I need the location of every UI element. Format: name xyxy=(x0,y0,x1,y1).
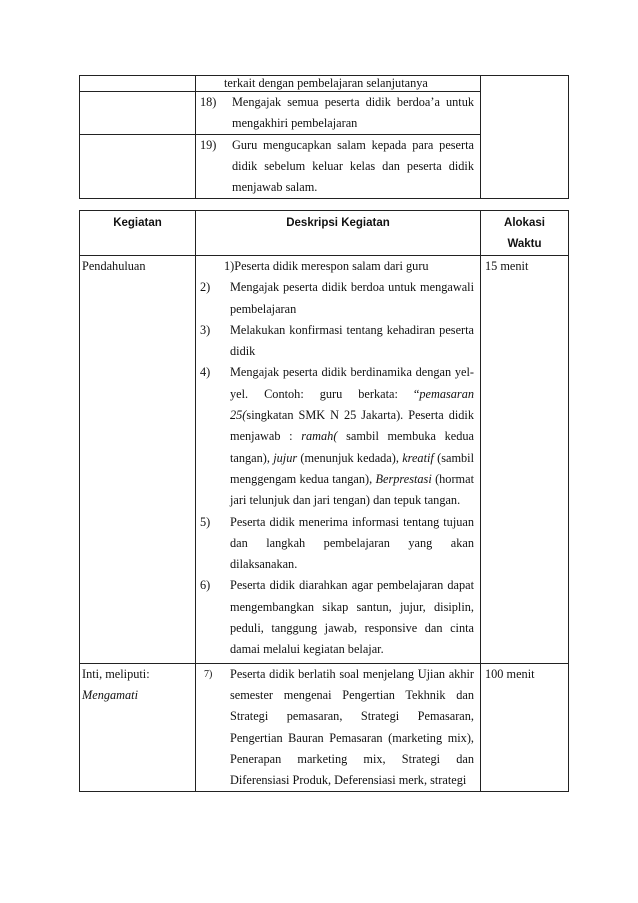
list-item xyxy=(196,362,480,511)
list-item xyxy=(196,664,480,792)
alokasi-waktu: 100 menit xyxy=(481,663,569,792)
list-item-text: terkait dengan pembelajaran selanjutanya xyxy=(224,76,428,90)
list-item-text: Guru mengucapkan salam kepada para peserta didik sebelum keluar kelas dan peserta didik menjawab salam. xyxy=(232,138,474,194)
list-item xyxy=(196,575,480,660)
description-cell xyxy=(196,76,481,92)
list-item-number: 5) xyxy=(200,514,211,529)
list-item-number: 1) xyxy=(224,259,235,273)
list-item-number: 18) xyxy=(200,95,217,109)
list-item xyxy=(196,76,480,90)
kegiatan-label: Pendahuluan xyxy=(80,256,196,664)
table-row-inti xyxy=(80,663,569,792)
empty-cell xyxy=(481,76,569,199)
list-item xyxy=(196,320,480,363)
list-item-text: Mengajak peserta didik berdinamika dengan yel-yel. Contoh: guru berkata: “pemasaran 25(singkatan SMK N 25 Jakarta). Peserta didik menjawab : ramah( sambil membuka kedua tangan), jujur (menunjuk kedada), kreatif (sambil menggengam kedua tangan), Berprestasi (hormat jari telunjuk dan jari tengan) dan tepuk tangan. xyxy=(230,365,474,508)
list-item xyxy=(196,92,480,134)
description-cell xyxy=(196,256,481,664)
header-deskripsi: Deskripsi Kegiatan xyxy=(196,211,481,256)
list-item xyxy=(196,135,480,198)
list-item xyxy=(196,512,480,576)
list-item-text: Peserta didik diarahkan agar pembelajaran dapat mengembangkan sikap santun, jujur, disiplin, peduli, tanggung jawab, responsive dan cinta damai melalui kegiatan belajar. xyxy=(230,578,474,657)
list-item xyxy=(196,277,480,320)
description-cell xyxy=(196,92,481,135)
list-item-text: Peserta didik menerima informasi tentang tujuan dan langkah pembelajaran yang akan dilaksanakan. xyxy=(230,514,474,572)
empty-cell xyxy=(80,76,196,92)
list-item-number: 6) xyxy=(200,578,211,593)
empty-cell xyxy=(80,135,196,199)
list-item-text: Peserta didik merespon salam dari guru xyxy=(234,259,429,273)
list-item-number: 2) xyxy=(200,280,211,295)
list-item-number: 19) xyxy=(200,138,217,152)
description-cell xyxy=(196,663,481,792)
list-item-text: Melakukan konfirmasi tentang kehadiran peserta didik xyxy=(230,322,474,359)
list-item-number: 4) xyxy=(200,365,211,380)
table-row xyxy=(80,76,569,92)
list-item-number: 7) xyxy=(204,668,213,680)
list-item-number: 3) xyxy=(200,322,211,337)
list-item xyxy=(196,256,480,277)
list-item-text: Peserta didik berlatih soal menjelang Ujian akhir semester mengenai Pengertian Tekhnik dan Strategi pemasaran, Strategi Pemasaran, Pengertian Bauran Pemasaran (marketing mix), Penerapan marketing mix, Strategi dan Diferensiasi Produk, Deferensiasi merk, strategi xyxy=(230,666,474,788)
kegiatan-label: Inti, meliputi: xyxy=(82,666,150,681)
activity-table xyxy=(79,210,569,792)
description-cell xyxy=(196,135,481,199)
alokasi-waktu: 15 menit xyxy=(481,256,569,664)
header-kegiatan: Kegiatan xyxy=(80,211,196,256)
list-item-text: Mengajak peserta didik berdoa untuk mengawali pembelajaran xyxy=(230,280,474,316)
header-alokasi: Alokasi Waktu xyxy=(481,211,569,256)
kegiatan-sublabel: Mengamati xyxy=(82,687,139,702)
continuation-table xyxy=(79,75,569,199)
empty-cell xyxy=(80,92,196,135)
kegiatan-cell xyxy=(80,663,196,792)
list-item-text: Mengajak semua peserta didik berdoa’a untuk mengakhiri pembelajaran xyxy=(232,95,474,130)
table-row-pendahuluan xyxy=(80,256,569,664)
table-header-row xyxy=(80,211,569,256)
